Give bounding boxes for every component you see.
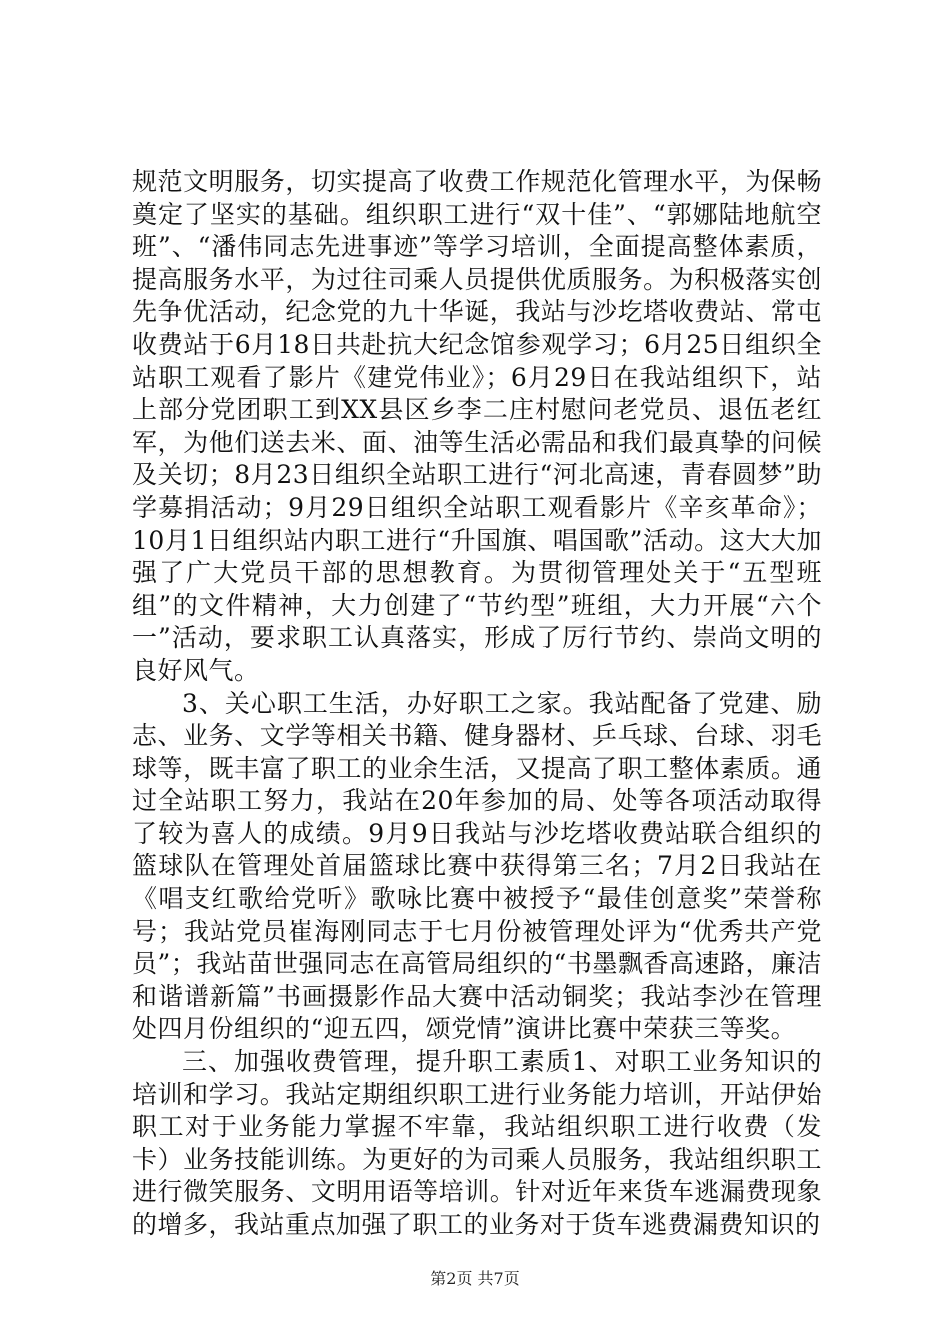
document-body [132,166,822,1242]
paragraph-2: 3、关心职工生活，办好职工之家。我站配备了党建、励志、业务、文学等相关书籍、健身器材、乒乓球、台球、羽毛球等，既丰富了职工的业余生活，又提高了职工整体素质。通过全站职工努力，我站在20年参加的局、处等各项活动取得了较为喜人的成绩。9月9日我站与沙圪塔收费站联合组织的篮球队在管理处首届篮球比赛中获得第三名；7月2日我站在《唱支红歌给党听》歌咏比赛中被授予“最佳创意奖”荣誉称号；我站党员崔海刚同志于七月份被管理处评为“优秀共产党员”；我站苗世强同志在高管局组织的“书墨飘香高速路，廉洁和谐谱新篇”书画摄影作品大赛中活动铜奖；我站李沙在管理处四月份组织的“迎五四，颂党情”演讲比赛中荣获三等奖。 [132,688,822,1044]
paragraph-3: 三、加强收费管理，提升职工素质1、对职工业务知识的培训和学习。我站定期组织职工进行业务能力培训，开站伊始职工对于业务能力掌握不牢靠，我站组织职工进行收费（发卡）业务技能训练。为更好的为司乘人员服务，我站组织职工进行微笑服务、文明用语等培训。针对近年来货车逃漏费现象的增多，我站重点加强了职工的业务对于货车逃费漏费知识的 [132,1047,822,1239]
page-footer: 第2页 共7页 [430,1269,520,1288]
paragraph-1: 规范文明服务，切实提高了收费工作规范化管理水平，为保畅奠定了坚实的基础。组织职工进行“双十佳”、“郭娜陆地航空班”、“潘伟同志先进事迹”等学习培训，全面提高整体素质，提高服务水平，为过往司乘人员提供优质服务。为积极落实创先争优活动，纪念党的九十华诞，我站与沙圪塔收费站、常屯收费站于6月18日共赴抗大纪念馆参观学习；6月25日组织全站职工观看了影片《建党伟业》；6月29日在我站组织下，站上部分党团职工到XX县区乡李二庄村慰问老党员、退伍老红军，为他们送去米、面、油等生活必需品和我们最真挚的问候及关切；8月23日组织全站职工进行“河北高速，青春圆梦”助学募捐活动；9月29日组织全站职工观看影片《辛亥革命》；10月1日组织站内职工进行“升国旗、唱国歌”活动。这大大加强了广大党员干部的思想教育。为贯彻管理处关于“五型班组”的文件精神，大力创建了“节约型”班组，大力开展“六个一”活动，要求职工认真落实，形成了厉行节约、崇尚文明的良好风气。 [132,167,822,685]
